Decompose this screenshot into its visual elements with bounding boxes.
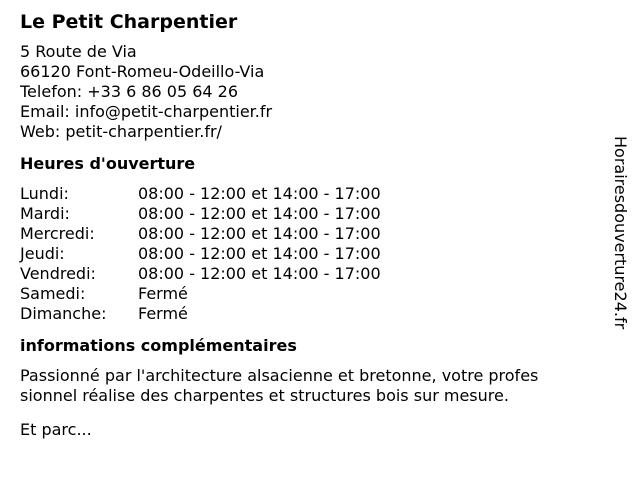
hours-row-monday (20, 184, 600, 204)
business-name: Le Petit Charpentier (20, 11, 238, 33)
email-line: Email: info@petit-charpentier.fr (20, 102, 273, 121)
hours-time: 08:00 - 12:00 et 14:00 - 17:00 (138, 224, 381, 243)
info-heading: informations complémentaires (20, 336, 297, 355)
hours-time: Fermé (138, 304, 188, 323)
hours-row-saturday (20, 284, 600, 304)
address-line-2: 66120 Font-Romeu-Odeillo-Via (20, 62, 265, 81)
hours-day: Mardi: (20, 204, 70, 223)
info-more: Et parc... (20, 420, 92, 439)
info-paragraph-line-2: sionnel réalise des charpentes et structures bois sur mesure. (20, 386, 509, 405)
info-paragraph-line-1: Passionné par l'architecture alsacienne et bretonne, votre profes (20, 366, 539, 385)
phone-line: Telefon: +33 6 86 05 64 26 (20, 82, 239, 101)
hours-row-friday (20, 264, 600, 284)
business-card (20, 10, 600, 440)
hours-row-sunday (20, 304, 600, 324)
hours-time: 08:00 - 12:00 et 14:00 - 17:00 (138, 244, 381, 263)
hours-day: Jeudi: (20, 244, 65, 263)
web-line: Web: petit-charpentier.fr/ (20, 122, 222, 141)
hours-table (20, 184, 600, 324)
hours-day: Mercredi: (20, 224, 95, 243)
hours-time: 08:00 - 12:00 et 14:00 - 17:00 (138, 184, 381, 203)
hours-time: 08:00 - 12:00 et 14:00 - 17:00 (138, 204, 381, 223)
hours-time: 08:00 - 12:00 et 14:00 - 17:00 (138, 264, 381, 283)
address-line-1: 5 Route de Via (20, 42, 137, 61)
hours-row-thursday (20, 244, 600, 264)
hours-heading: Heures d'ouverture (20, 154, 196, 173)
hours-time: Fermé (138, 284, 188, 303)
hours-day: Samedi: (20, 284, 86, 303)
hours-row-wednesday (20, 224, 600, 244)
hours-day: Lundi: (20, 184, 69, 203)
site-watermark: Horairesdouverture24.fr (611, 136, 630, 330)
hours-day: Dimanche: (20, 304, 107, 323)
hours-row-tuesday (20, 204, 600, 224)
hours-day: Vendredi: (20, 264, 96, 283)
